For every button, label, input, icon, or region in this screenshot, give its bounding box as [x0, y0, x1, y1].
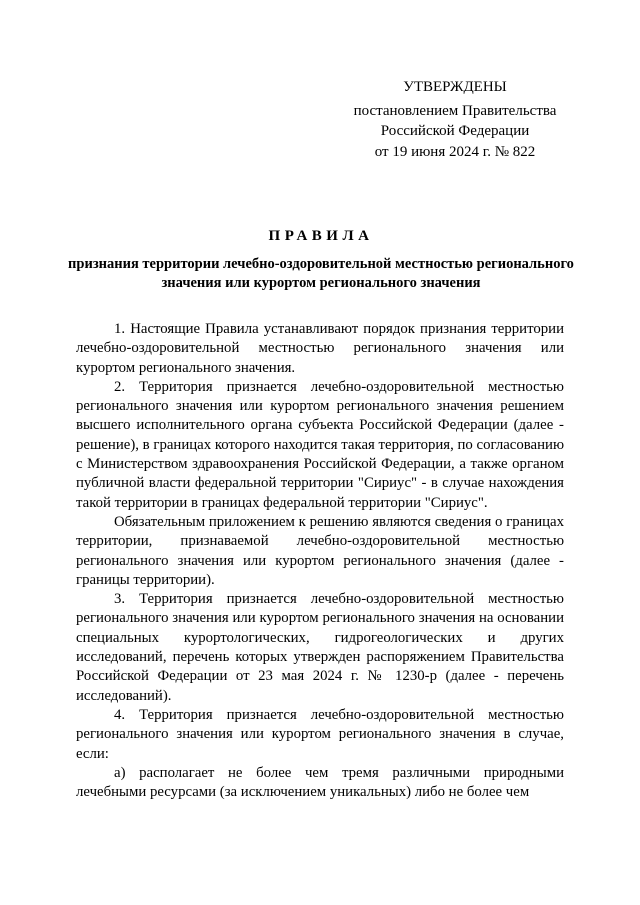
document-title: ПРАВИЛА: [268, 228, 374, 244]
approval-stamp: [340, 77, 570, 162]
paragraph-4: 4. Территория признается лечебно-оздоровительной местностью регионального значения или курортом регионального значения в случае, если:: [76, 706, 564, 762]
approval-line-1: постановлением Правительства: [353, 102, 557, 119]
document-subtitle: признания территории лечебно-оздоровительной местностью регионального значения или курортом регионального значения: [68, 256, 574, 291]
document-title-block: [60, 228, 582, 293]
approval-line-3: от 19 июня 2024 г. № 822: [374, 143, 536, 160]
document-body: [76, 320, 564, 802]
approval-line-2: Российской Федерации: [380, 123, 530, 139]
paragraph-4a: а) располагает не более чем тремя различными природными лечебными ресурсами (за исключением уникальных) либо не более чем: [76, 764, 564, 801]
paragraph-1: 1. Настоящие Правила устанавливают порядок признания территории лечебно-оздоровительной местностью регионального значения или курортом регионального значения.: [76, 321, 564, 376]
paragraph-2-annex: Обязательным приложением к решению являются сведения о границах территории, признаваемой лечебно-оздоровительной местностью регионального значения или курортом регионального значения (далее - границы территории).: [76, 513, 564, 588]
paragraph-2: 2. Территория признается лечебно-оздоровительной местностью регионального значения или курортом регионального значения решением высшего исполнительного органа субъекта Российской Федерации (далее - решение), в границах которого находится такая территория, по согласованию с Министерством здравоохранения Российской Федерации, а также органом публичной власти федеральной территории "Сириус" - в случае нахождения такой территории в границах федеральной территории "Сириус".: [76, 378, 564, 511]
approval-heading: УТВЕРЖДЕНЫ: [403, 79, 507, 95]
paragraph-3: 3. Территория признается лечебно-оздоровительной местностью регионального значения или курортом регионального значения на основании специальных курортологических, гидрогеологических и других исследований, перечень которых утвержден распоряжением Правительства Российской Федерации от 23 мая 2024 г. № 1230-р (далее - перечень исследований).: [76, 591, 564, 704]
